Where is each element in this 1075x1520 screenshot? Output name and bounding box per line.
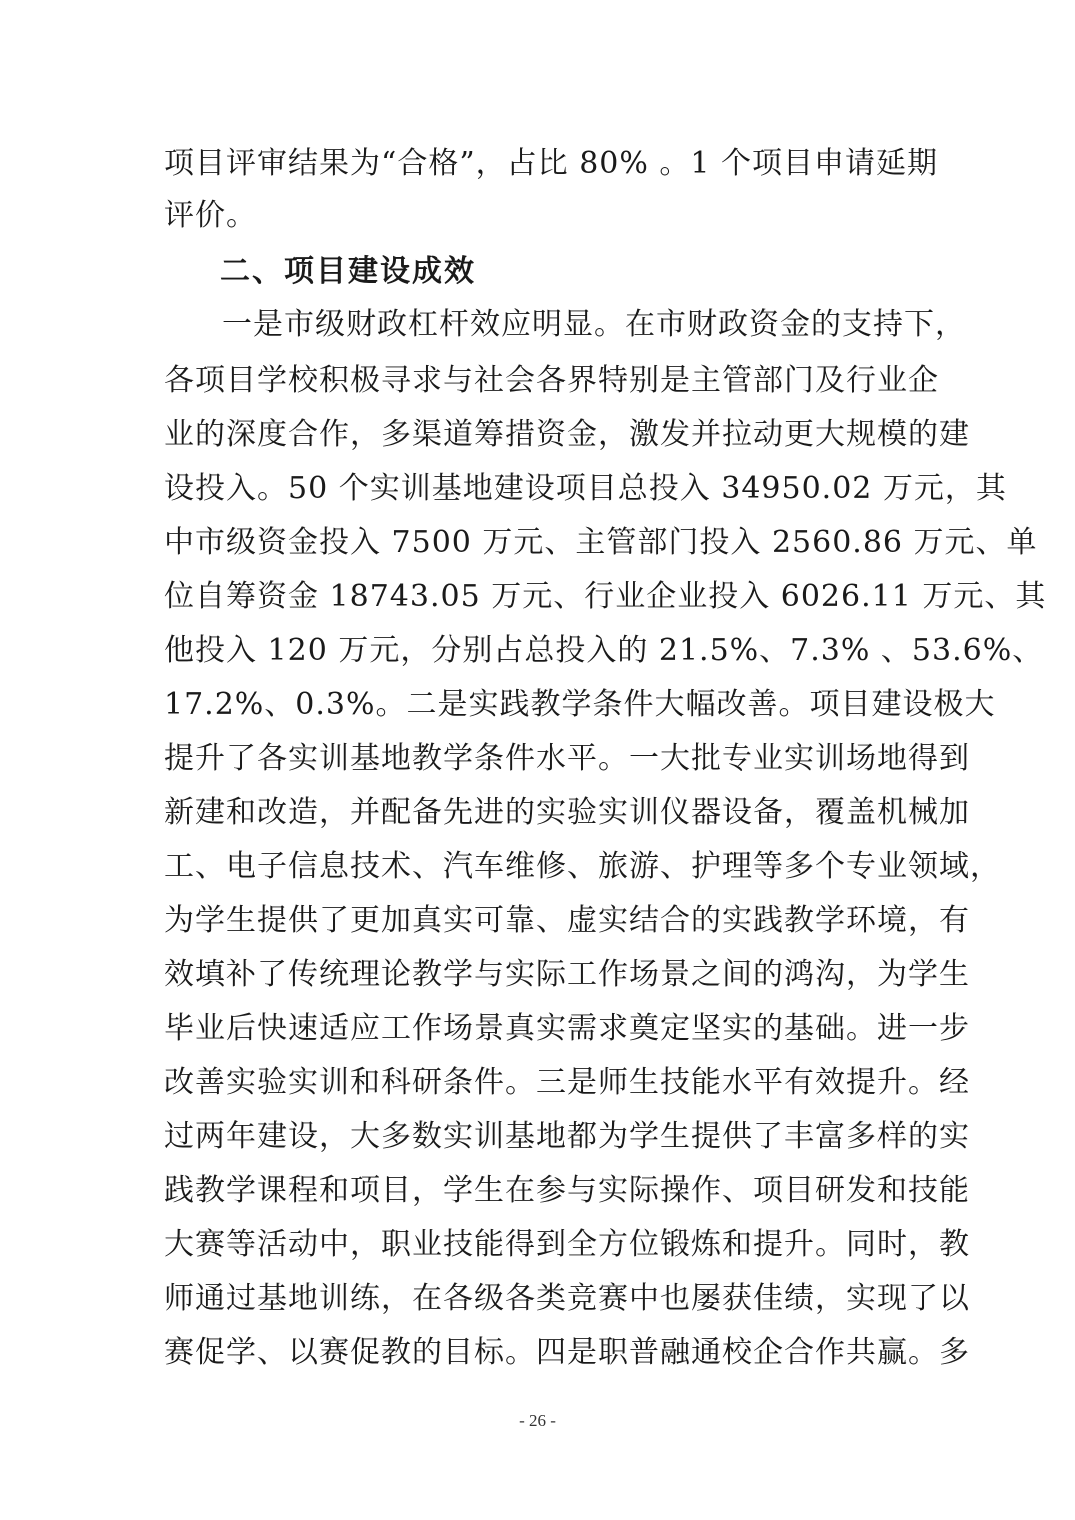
paragraph-line: 位自筹资金 18743.05 万元、行业企业投入 6026.11 万元、其: [164, 579, 1047, 614]
paragraph-line: 他投入 120 万元，分别占总投入的 21.5%、7.3% 、53.6%、: [164, 633, 1044, 668]
paragraph-line: 评价。: [164, 198, 257, 233]
paragraph-line: 效填补了传统理论教学与实际工作场景之间的鸿沟，为学生: [164, 957, 970, 992]
page-number: - 26 -: [519, 1411, 556, 1430]
paragraph-line: 各项目学校积极寻求与社会各界特别是主管部门及行业企: [164, 363, 939, 398]
paragraph-line: 中市级资金投入 7500 万元、主管部门投入 2560.86 万元、单: [164, 525, 1038, 560]
paragraph-line: 工、电子信息技术、汽车维修、旅游、护理等多个专业领域，: [164, 849, 1001, 884]
paragraph-line: 大赛等活动中，职业技能得到全方位锻炼和提升。同时，教: [164, 1227, 970, 1262]
paragraph-line: 项目评审结果为“合格”，占比 80% 。1 个项目申请延期: [164, 146, 939, 181]
section-heading: 二、项目建设成效: [220, 254, 476, 289]
paragraph-line: 17.2%、0.3%。二是实践教学条件大幅改善。项目建设极大: [164, 687, 996, 722]
paragraph-line: 设投入。50 个实训基地建设项目总投入 34950.02 万元，其: [164, 471, 1007, 506]
paragraph-line: 提升了各实训基地教学条件水平。一大批专业实训场地得到: [164, 741, 970, 776]
paragraph-line: 践教学课程和项目，学生在参与实际操作、项目研发和技能: [164, 1173, 970, 1208]
paragraph-line: 业的深度合作，多渠道筹措资金，激发并拉动更大规模的建: [164, 417, 970, 452]
paragraph-line: 毕业后快速适应工作场景真实需求奠定坚实的基础。进一步: [164, 1011, 970, 1046]
paragraph-line: 一是市级财政杠杆效应明显。在市财政资金的支持下，: [222, 307, 966, 342]
paragraph-line: 过两年建设，大多数实训基地都为学生提供了丰富多样的实: [164, 1119, 970, 1154]
paragraph-line: 新建和改造，并配备先进的实验实训仪器设备，覆盖机械加: [164, 795, 970, 830]
paragraph-line: 改善实验实训和科研条件。三是师生技能水平有效提升。经: [164, 1065, 970, 1100]
paragraph-line: 赛促学、以赛促教的目标。四是职普融通校企合作共赢。多: [164, 1335, 970, 1370]
paragraph-line: 为学生提供了更加真实可靠、虚实结合的实践教学环境，有: [164, 903, 970, 938]
paragraph-line: 师通过基地训练，在各级各类竞赛中也屡获佳绩，实现了以: [164, 1281, 970, 1316]
